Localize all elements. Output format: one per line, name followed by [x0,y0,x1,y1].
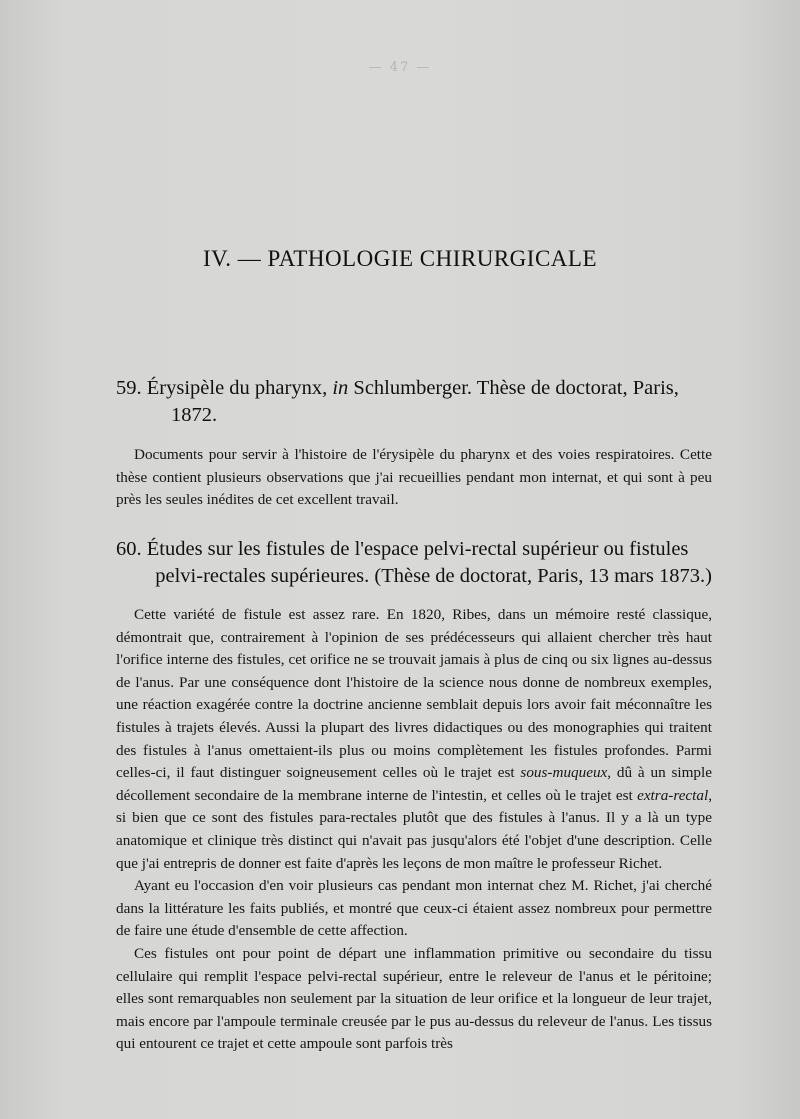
entry-60-heading [116,536,712,590]
entry-60-paragraph-3: Ces fistules ont pour point de départ une inflammation primitive ou secondaire du tissu cellulaire qui remplit l'espace pelvi-rectal supérieur, entre le releveur de l'anus et le péritoine; elles sont remarquables non seulement par la situation de leur orifice et la longueur de leur trajet, mais encore par l'ampoule terminale creusée par le pus au-dessus du releveur de l'anus. Les tissus qui entourent ce trajet et cette ampoule sont parfois très [116,944,712,1053]
entry-60-p1-italic-2: extra-rectal [637,786,709,804]
page-number: — 47 — [368,60,432,75]
entry-59-title-part-b: Schlumberger. Thèse de doctorat, Paris, [348,377,679,399]
entry-60-title-line2: pelvi-rectales supérieures. (Thèse de doctorat, Paris, 13 mars 1873.) [155,565,712,587]
entry-60-body [116,604,712,1056]
entry-60-p1-part-c: , si bien que ce sont des fistules para-rectales plutôt que des fistules à l'anus. Il y a là un type anatomique et clinique très distinct qui n'avait pas jusqu'alors été l'objet d'une description. Celle que j'ai entrepris de donner est faite d'après les leçons de mon maître le professeur Richet. [116,786,712,872]
entry-59-paragraph: Documents pour servir à l'histoire de l'érysipèle du pharynx et des voies respiratoires. Cette thèse contient plusieurs observations que j'ai recueillies pendant mon internat, et qui sont à peu près les seules inédites de cet excellent travail. [116,446,712,509]
entry-60-title-line1-text: Études sur les fistules de l'espace pelvi-rectal supérieur ou fistules [146,538,689,560]
entry-60-paragraph-1 [116,604,712,875]
section-title: IV. — PATHOLOGIE CHIRURGICALE [202,246,597,271]
entry-60-paragraph-2: Ayant eu l'occasion d'en voir plusieurs cas pendant mon internat chez M. Richet, j'ai cherché dans la littérature les faits publiés, et montré que ceux-ci étaient assez nombreux pour permettre de faire une étude d'ensemble de cette affection. [116,877,712,940]
entry-60-title-line1 [116,536,712,563]
entry-59-number: 59. [116,377,142,399]
entry-60-number: 60. [116,538,142,560]
entry-59-heading [116,375,712,429]
entry-59-title-part-a: Érysipèle du pharynx, [146,377,333,399]
entry-59-title-line1 [116,375,712,402]
entry-60-p1-italic-1: sous-muqueux [520,764,608,782]
entry-60-p1-part-b: , dû à un simple décollement secondaire de la membrane interne de l'intestin, et celles où le trajet est [116,764,712,804]
entry-59-title-italic: in [332,377,349,399]
entry-59-title-line2: 1872. [171,404,218,426]
entry-59-body [116,444,712,512]
entry-60-p1-part-a: Cette variété de fistule est assez rare. En 1820, Ribes, dans un mémoire resté classique, démontrait que, contrairement à l'opinion de ses prédécesseurs qui allaient chercher très haut l'orifice interne des fistules, cet orifice ne se trouvait jamais à plus de cinq ou six lignes au-dessus de l'anus. Par une conséquence dont l'histoire de la science nous donne de nombreux exemples, une réaction exagérée contre la doctrine ancienne semblait depuis lors avoir fait méconnaître les fistules à trajets élevés. Aussi la plupart des livres didactiques ou des monographies qui traitent des fistules à l'anus omettaient-ils plus ou moins complètement les fistules profondes. Parmi celles-ci, il faut distinguer soigneusement celles où le trajet est [116,606,712,782]
